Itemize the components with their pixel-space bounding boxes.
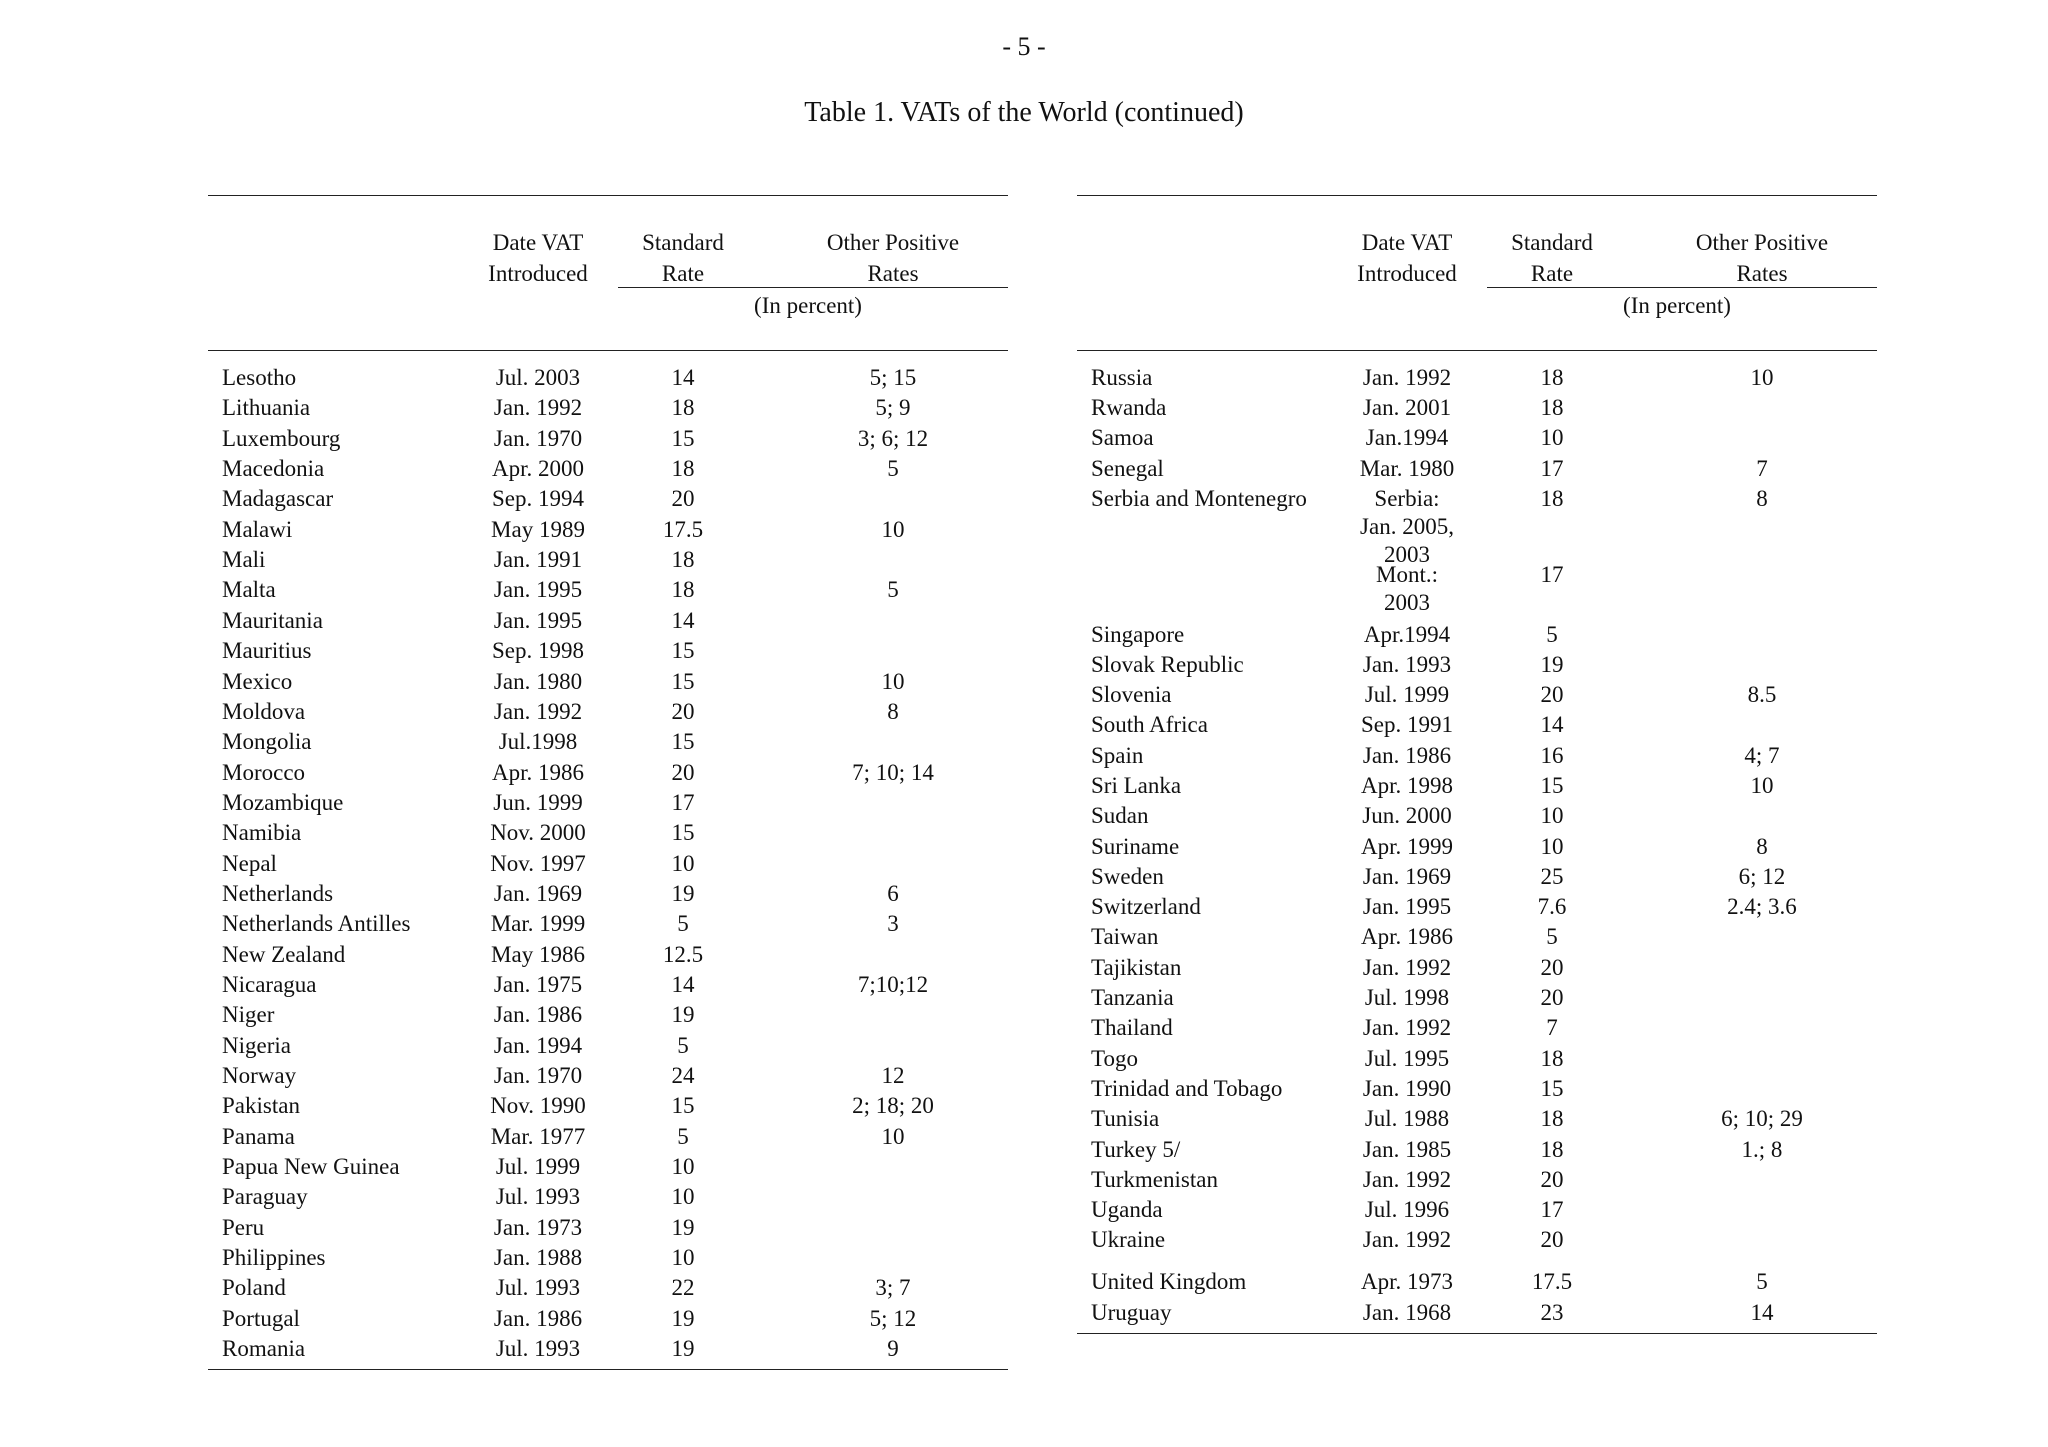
country-name: Slovak Republic — [1091, 652, 1244, 677]
date-introduced: Jul. 1993 — [495, 1336, 581, 1361]
header-date-line1: Date VAT — [1361, 230, 1453, 255]
header-other-line1: Other Positive — [1695, 230, 1829, 255]
date-introduced: Jan. 1980 — [493, 668, 583, 694]
country-name: Peru — [222, 1214, 265, 1240]
country-name: Nepal — [222, 850, 277, 876]
other-rates: 7;10;12 — [857, 972, 929, 997]
date-introduced: Jan. 1995 — [493, 577, 583, 603]
date-introduced: Jan. 1988 — [493, 1245, 583, 1271]
header-date-line2: Introduced — [488, 261, 588, 286]
standard-rate: 5 — [677, 1032, 689, 1058]
standard-rate: 20 — [1540, 1167, 1564, 1192]
standard-rate: 17 — [671, 789, 695, 815]
other-rates: 8 — [1756, 486, 1768, 511]
standard-rate: 20 — [1540, 1227, 1564, 1252]
standard-rate: 18 — [1540, 486, 1564, 511]
country-name: Turkey 5/ — [1091, 1137, 1181, 1162]
standard-rate: 14 — [671, 365, 695, 390]
country-name: Norway — [222, 1063, 297, 1089]
standard-rate: 15 — [1540, 773, 1564, 798]
date-introduced: Apr.1994 — [1363, 622, 1451, 647]
standard-rate: 18 — [1540, 365, 1564, 390]
date-introduced: Jul. 1999 — [1364, 682, 1450, 707]
date-introduced: Jan. 1986 — [1362, 743, 1452, 768]
date-introduced: Jan. 1968 — [1362, 1300, 1452, 1325]
header-date-introduced — [453, 227, 623, 289]
date-introduced: Jan. 1992 — [1362, 1015, 1452, 1040]
standard-rate: 14 — [1540, 712, 1564, 737]
standard-rate: 10 — [671, 1245, 695, 1271]
standard-rate: 25 — [1540, 864, 1564, 889]
country-name: New Zealand — [222, 941, 346, 967]
standard-rate: 19 — [671, 1306, 695, 1331]
date-introduced: Nov. 1997 — [490, 850, 586, 876]
standard-rate: 22 — [671, 1275, 695, 1300]
standard-rate: 16 — [1540, 743, 1564, 768]
country-name: Paraguay — [222, 1184, 308, 1210]
standard-rate: 19 — [671, 1002, 695, 1028]
date-introduced: Nov. 1990 — [490, 1093, 586, 1119]
other-rates: 7; 10; 14 — [852, 759, 934, 785]
date-introduced: Mar. 1999 — [490, 911, 586, 937]
date-introduced: Jul. 1999 — [495, 1154, 581, 1180]
standard-rate: 18 — [1540, 395, 1564, 420]
date-introduced: Apr. 1999 — [1361, 834, 1453, 859]
date-introduced: Jan. 1986 — [493, 1306, 583, 1331]
other-rates: 6; 10; 29 — [1721, 1106, 1803, 1131]
country-name: Slovenia — [1091, 682, 1172, 707]
date-introduced: Sep. 1998 — [492, 638, 584, 664]
standard-rate: 23 — [1540, 1300, 1564, 1325]
standard-rate: 15 — [671, 820, 695, 846]
standard-rate: 24 — [671, 1063, 695, 1089]
date-introduced: Mar. 1980 — [1359, 456, 1455, 481]
date-introduced: Apr. 1986 — [492, 759, 584, 785]
other-rates: 7 — [1756, 456, 1768, 481]
date-introduced: Jan. 1969 — [493, 880, 583, 906]
other-rates: 12 — [881, 1063, 905, 1089]
header-other-line2: Rates — [1736, 261, 1788, 286]
date-introduced: Apr. 1998 — [1361, 773, 1453, 798]
date-introduced: Nov. 2000 — [490, 820, 586, 846]
country-name: South Africa — [1091, 712, 1208, 737]
date-introduced: Jan. 1969 — [1362, 864, 1452, 889]
country-name: Nicaragua — [222, 972, 317, 997]
other-rates: 5; 9 — [875, 395, 911, 421]
country-name: Thailand — [1091, 1015, 1173, 1040]
country-name: Luxembourg — [222, 425, 341, 451]
other-rates: 9 — [887, 1336, 899, 1361]
date-introduced: Jul. 1995 — [1364, 1046, 1450, 1071]
date-introduced: Serbia: Jan. 2005, 2003 — [1360, 486, 1454, 567]
standard-rate: 10 — [1540, 425, 1564, 450]
country-name: Sri Lanka — [1091, 773, 1182, 798]
standard-rate: 15 — [671, 668, 695, 694]
country-name: Namibia — [222, 820, 302, 846]
standard-rate: 20 — [1540, 682, 1564, 707]
country-name: Tajikistan — [1091, 955, 1182, 980]
date-introduced: Jan. 1970 — [493, 425, 583, 451]
standard-rate: 17.5 — [662, 516, 704, 542]
country-name: Poland — [222, 1275, 286, 1300]
standard-rate: 5 — [677, 911, 689, 937]
top-rule — [1077, 195, 1877, 196]
other-rates: 2.4; 3.6 — [1727, 894, 1797, 919]
country-name: Uganda — [1091, 1197, 1163, 1222]
date-introduced: Jan. 1993 — [1362, 652, 1452, 677]
header-other-rates — [1647, 227, 1877, 289]
country-name: Tanzania — [1091, 985, 1174, 1010]
country-name: Russia — [1091, 365, 1153, 390]
country-name: Serbia and Montenegro — [1091, 486, 1307, 511]
standard-rate: 14 — [671, 607, 695, 633]
table-title: Table 1. VATs of the World (continued) — [804, 97, 1244, 128]
date-introduced: Apr. 1986 — [1361, 924, 1453, 949]
other-rates: 8 — [1756, 834, 1768, 859]
country-name: Malta — [222, 577, 276, 603]
country-name: Switzerland — [1091, 894, 1201, 919]
standard-rate: 7 — [1546, 1015, 1558, 1040]
table-panel-right — [1077, 0, 1877, 1447]
header-sub-rule — [618, 287, 1008, 288]
header-sub-rule — [1487, 287, 1877, 288]
date-introduced: Apr. 1973 — [1361, 1269, 1453, 1294]
date-introduced: Mar. 1977 — [490, 1123, 586, 1149]
date-introduced: May 1989 — [491, 516, 585, 542]
standard-rate: 17 — [1540, 562, 1564, 587]
standard-rate: 10 — [1540, 834, 1564, 859]
other-rates: 5 — [887, 456, 899, 482]
country-name: Moldova — [222, 698, 306, 724]
standard-rate: 18 — [1540, 1046, 1564, 1071]
country-name: Rwanda — [1091, 395, 1167, 420]
date-introduced: Sep. 1994 — [492, 486, 584, 512]
country-name: Samoa — [1091, 425, 1154, 450]
bottom-rule — [1077, 1333, 1877, 1334]
page-number: - 5 - — [1002, 32, 1046, 61]
country-name: Mozambique — [222, 789, 344, 815]
standard-rate: 7.6 — [1537, 894, 1567, 919]
country-name: United Kingdom — [1091, 1269, 1247, 1294]
standard-rate: 10 — [671, 850, 695, 876]
country-name: Niger — [222, 1002, 275, 1028]
header-std-line2: Rate — [1530, 261, 1574, 286]
country-name: Mexico — [222, 668, 293, 694]
other-rates: 6; 12 — [1738, 864, 1786, 889]
country-name: Togo — [1091, 1046, 1138, 1071]
date-introduced: Jan. 1995 — [493, 607, 583, 633]
date-introduced: Jan. 2001 — [1362, 395, 1452, 420]
date-introduced: Jan. 1992 — [1362, 955, 1452, 980]
header-standard-rate — [613, 227, 753, 289]
date-introduced: Jan.1994 — [1365, 425, 1449, 450]
standard-rate: 10 — [671, 1154, 695, 1180]
standard-rate: 17.5 — [1531, 1269, 1573, 1294]
country-name: Sweden — [1091, 864, 1164, 889]
country-name: Tunisia — [1091, 1106, 1160, 1131]
country-name: Suriname — [1091, 834, 1180, 859]
date-introduced: Jan. 1992 — [493, 395, 583, 421]
date-introduced: Jan. 1990 — [1362, 1076, 1452, 1101]
date-introduced: Jan. 1992 — [493, 698, 583, 724]
standard-rate: 20 — [671, 698, 695, 724]
date-introduced: Jan. 1992 — [1362, 365, 1452, 390]
other-rates: 2; 18; 20 — [852, 1093, 934, 1119]
header-bottom-rule — [208, 350, 1008, 351]
date-introduced: Jul. 1996 — [1364, 1197, 1450, 1222]
other-rates: 14 — [1750, 1300, 1774, 1325]
country-name: Panama — [222, 1123, 295, 1149]
date-introduced: Jul. 1988 — [1364, 1106, 1450, 1131]
standard-rate: 15 — [1540, 1076, 1564, 1101]
header-unit: (In percent) — [754, 293, 862, 318]
date-introduced: Jan. 1991 — [493, 547, 583, 573]
country-name: Pakistan — [222, 1093, 300, 1119]
country-name: Lithuania — [222, 395, 311, 421]
header-other-line1: Other Positive — [826, 230, 960, 255]
standard-rate: 17 — [1540, 1197, 1564, 1222]
standard-rate: 20 — [671, 486, 695, 512]
standard-rate: 15 — [671, 638, 695, 664]
header-std-line1: Standard — [642, 230, 724, 255]
country-name: Macedonia — [222, 456, 325, 482]
standard-rate: 15 — [671, 425, 695, 451]
date-introduced: Jun. 1999 — [493, 789, 583, 815]
bottom-rule — [208, 1369, 1008, 1370]
other-rates: 5; 12 — [869, 1306, 917, 1331]
country-name: Senegal — [1091, 456, 1164, 481]
country-name: Singapore — [1091, 622, 1185, 647]
other-rates: 1.; 8 — [1741, 1137, 1783, 1162]
date-introduced: Jul. 1998 — [1364, 985, 1450, 1010]
standard-rate: 5 — [1546, 622, 1558, 647]
standard-rate: 14 — [671, 972, 695, 997]
standard-rate: 18 — [671, 456, 695, 482]
standard-rate: 5 — [1546, 924, 1558, 949]
other-rates: 8.5 — [1747, 682, 1777, 707]
other-rates: 6 — [887, 880, 899, 906]
header-std-line2: Rate — [661, 261, 705, 286]
standard-rate: 18 — [1540, 1106, 1564, 1131]
standard-rate: 19 — [671, 1336, 695, 1361]
standard-rate: 17 — [1540, 456, 1564, 481]
country-name: Ukraine — [1091, 1227, 1166, 1252]
date-introduced: Jan. 1992 — [1362, 1227, 1452, 1252]
standard-rate: 18 — [671, 547, 695, 573]
country-name: Turkmenistan — [1091, 1167, 1218, 1192]
header-other-line2: Rates — [867, 261, 919, 286]
standard-rate: 20 — [1540, 985, 1564, 1010]
other-rates: 5; 15 — [869, 365, 917, 390]
date-introduced: Jan. 1970 — [493, 1063, 583, 1089]
header-standard-rate — [1482, 227, 1622, 289]
date-introduced: Jul. 1993 — [495, 1275, 581, 1300]
standard-rate: 18 — [671, 577, 695, 603]
country-name: Morocco — [222, 759, 306, 785]
date-introduced: Jan. 1994 — [493, 1032, 583, 1058]
other-rates: 3; 7 — [875, 1275, 911, 1300]
header-date-introduced — [1322, 227, 1492, 289]
country-name: Mali — [222, 547, 266, 573]
date-introduced: Jan. 1986 — [493, 1002, 583, 1028]
standard-rate: 19 — [671, 880, 695, 906]
standard-rate: 15 — [671, 1093, 695, 1119]
country-name: Mauritania — [222, 607, 323, 633]
date-introduced: Sep. 1991 — [1361, 712, 1453, 737]
standard-rate: 18 — [671, 395, 695, 421]
standard-rate: 20 — [1540, 955, 1564, 980]
other-rates: 3; 6; 12 — [857, 425, 929, 451]
other-rates: 4; 7 — [1744, 743, 1780, 768]
other-rates: 5 — [1756, 1269, 1768, 1294]
other-rates: 10 — [1750, 773, 1774, 798]
header-unit: (In percent) — [1623, 293, 1731, 318]
other-rates: 5 — [887, 577, 899, 603]
date-introduced: Jan. 1995 — [1362, 894, 1452, 919]
country-name: Papua New Guinea — [222, 1154, 400, 1180]
header-other-rates — [778, 227, 1008, 289]
header-std-line1: Standard — [1511, 230, 1593, 255]
other-rates: 10 — [1750, 365, 1774, 390]
country-name: Uruguay — [1091, 1300, 1172, 1325]
country-name: Spain — [1091, 743, 1144, 768]
date-introduced: Jan. 1973 — [493, 1214, 583, 1240]
date-introduced: Jul. 2003 — [495, 365, 581, 390]
standard-rate: 15 — [671, 729, 695, 755]
standard-rate: 12.5 — [662, 941, 704, 967]
country-name: Malawi — [222, 516, 293, 542]
country-name: Romania — [222, 1336, 306, 1361]
standard-rate: 19 — [671, 1214, 695, 1240]
table-panel-left — [208, 0, 1008, 1447]
country-name: Nigeria — [222, 1032, 291, 1058]
other-rates: 3 — [887, 911, 899, 937]
standard-rate: 10 — [671, 1184, 695, 1210]
country-name: Trinidad and Tobago — [1091, 1076, 1283, 1101]
header-bottom-rule — [1077, 350, 1877, 351]
other-rates: 10 — [881, 1123, 905, 1149]
country-name: Portugal — [222, 1306, 300, 1331]
country-name: Sudan — [1091, 803, 1149, 828]
standard-rate: 18 — [1540, 1137, 1564, 1162]
standard-rate: 5 — [677, 1123, 689, 1149]
date-introduced: May 1986 — [491, 941, 585, 967]
country-name: Philippines — [222, 1245, 326, 1271]
other-rates: 10 — [881, 668, 905, 694]
date-introduced: Jul. 1993 — [495, 1184, 581, 1210]
date-introduced: Apr. 2000 — [492, 456, 584, 482]
country-name: Mauritius — [222, 638, 312, 664]
country-name: Netherlands Antilles — [222, 911, 411, 937]
date-introduced: Jan. 1975 — [493, 972, 583, 997]
standard-rate: 19 — [1540, 652, 1564, 677]
date-introduced: Mont.: 2003 — [1376, 562, 1438, 615]
top-rule — [208, 195, 1008, 196]
country-name: Madagascar — [222, 486, 334, 512]
country-name: Lesotho — [222, 365, 297, 390]
country-name: Taiwan — [1091, 924, 1159, 949]
standard-rate: 20 — [671, 759, 695, 785]
header-date-line2: Introduced — [1357, 261, 1457, 286]
date-introduced: Jan. 1992 — [1362, 1167, 1452, 1192]
date-introduced: Jun. 2000 — [1362, 803, 1452, 828]
country-name: Netherlands — [222, 880, 334, 906]
header-date-line1: Date VAT — [492, 230, 584, 255]
standard-rate: 10 — [1540, 803, 1564, 828]
country-name: Mongolia — [222, 729, 312, 755]
other-rates: 10 — [881, 516, 905, 542]
other-rates: 8 — [887, 698, 899, 724]
date-introduced: Jan. 1985 — [1362, 1137, 1452, 1162]
date-introduced: Jul.1998 — [498, 729, 578, 755]
